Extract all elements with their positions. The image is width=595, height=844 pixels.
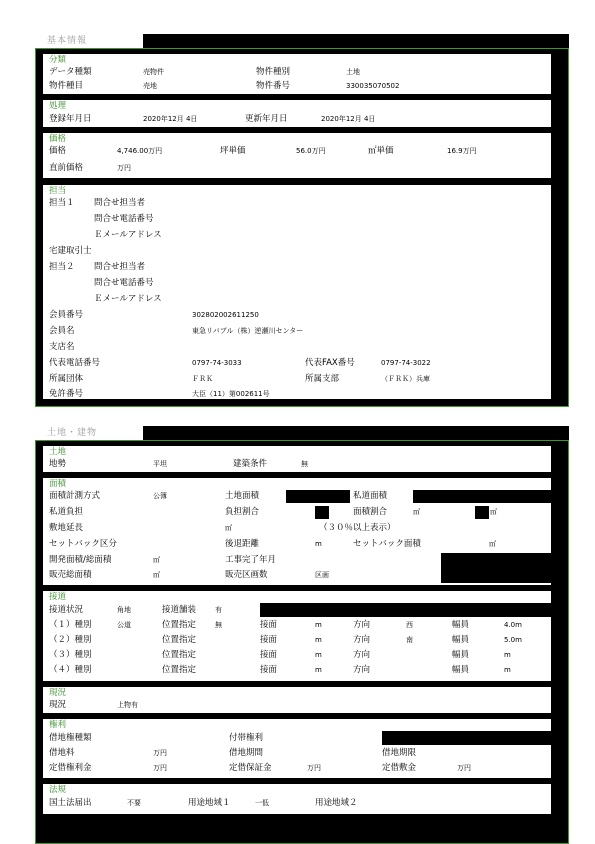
land-box	[43, 446, 551, 472]
label: 担当１	[49, 198, 75, 208]
road-access-box	[43, 591, 551, 681]
road-row-value: m	[504, 651, 511, 659]
value: 56.0万円	[296, 147, 326, 155]
tab-land-building[interactable]: 土地・建物	[35, 426, 143, 440]
value: 角地	[117, 606, 131, 614]
road-row-unit: m	[315, 621, 322, 629]
label: 用途地域１	[188, 798, 231, 808]
unit: ㎡	[153, 556, 160, 564]
regulations-box	[43, 784, 551, 814]
unit: ㎡	[225, 524, 232, 532]
value: 0797-74-3022	[381, 359, 431, 367]
section-heading: 担当	[49, 186, 67, 196]
label: 問合せ電話番号	[94, 214, 154, 224]
redacted-block	[441, 553, 551, 583]
road-row-label: 幅員	[452, 620, 470, 630]
label: 接道状況	[49, 605, 84, 615]
label: 販売区画数	[225, 570, 268, 580]
land-building-section	[35, 440, 569, 844]
area-box	[43, 478, 551, 585]
redacted-block	[315, 506, 329, 519]
label: 物件番号	[256, 81, 291, 91]
value: 330035070502	[346, 82, 400, 90]
label: 用途地域２	[315, 798, 358, 808]
label: 土地面積	[225, 491, 260, 501]
label: 支店名	[49, 342, 75, 352]
label: 後退距離	[225, 539, 260, 549]
road-row-value: 4.0m	[504, 621, 522, 629]
label: Ｅメールアドレス	[94, 294, 162, 304]
label: 敷地延長	[49, 523, 84, 533]
redacted-block	[260, 603, 551, 617]
label: セットバック面積	[353, 539, 421, 549]
road-row-label: （２）種別	[49, 635, 92, 645]
label: 問合せ担当者	[94, 198, 146, 208]
price-box	[43, 133, 551, 178]
road-row-label: 方向	[353, 635, 371, 645]
redacted-block	[413, 490, 551, 503]
label: 私道面積	[353, 491, 388, 501]
section-heading: 接道	[49, 592, 67, 602]
section-heading: 権利	[49, 720, 67, 730]
redacted-block	[475, 506, 489, 519]
road-row-label: （１）種別	[49, 620, 92, 630]
label: 借地期間	[229, 748, 264, 758]
label: 所属団体	[49, 374, 84, 384]
road-row-label: 方向	[353, 620, 371, 630]
label: 定借保証金	[229, 763, 272, 773]
redacted-block	[286, 490, 350, 503]
unit: ㎡	[413, 508, 420, 516]
unit: ㎡	[490, 508, 497, 516]
unit: 区画	[315, 571, 329, 579]
label: 代表FAX番号	[305, 358, 355, 368]
label: 付帯権利	[229, 733, 264, 743]
label: 会員名	[49, 326, 75, 336]
processing-box	[43, 100, 551, 127]
road-row-label: （３）種別	[49, 650, 92, 660]
road-row-label: 接面	[260, 665, 278, 675]
value: 4,746.00万円	[117, 147, 163, 155]
label: 販売総面積	[49, 570, 92, 580]
road-row-value: 公道	[117, 621, 131, 629]
label: 物件種別	[256, 67, 291, 77]
unit: ㎡	[153, 571, 160, 579]
label: 担当２	[49, 262, 75, 272]
label: 問合せ電話番号	[94, 278, 154, 288]
road-row-unit: m	[315, 666, 322, 674]
section-heading: 分類	[49, 55, 67, 65]
label: 借地権種類	[49, 733, 92, 743]
value: 売地	[143, 82, 157, 90]
value: 大臣（11）第002611号	[192, 390, 270, 398]
road-row-label: 方向	[353, 650, 371, 660]
value: 302802002611250	[192, 311, 259, 319]
section-heading: 処理	[49, 101, 67, 111]
road-row-value: 西	[406, 621, 413, 629]
road-row-label: （４）種別	[49, 665, 92, 675]
value: 無	[301, 460, 308, 468]
road-row-label: 方向	[353, 665, 371, 675]
value: 売物件	[143, 68, 164, 76]
label: 物件種目	[49, 81, 84, 91]
value: 16.9万円	[447, 147, 477, 155]
label: 面積割合	[353, 507, 388, 517]
classification-box	[43, 54, 551, 94]
value: 万円	[307, 764, 321, 772]
value: 万円	[457, 764, 471, 772]
label: 工事完了年月	[225, 555, 277, 565]
value: 一低	[255, 799, 269, 807]
label: 免許番号	[49, 389, 84, 399]
label: セットバック区分	[49, 539, 117, 549]
contact-box	[43, 185, 551, 399]
unit: ㎡	[489, 540, 496, 548]
value: 2020年12月 4日	[321, 115, 376, 123]
value: 有	[215, 606, 222, 614]
value: 土地	[346, 68, 360, 76]
road-row-value: m	[504, 666, 511, 674]
label: 代表電話番号	[49, 358, 101, 368]
label: 価格	[49, 146, 67, 156]
road-row-value: 南	[406, 636, 413, 644]
value: ＦＲＫ	[192, 375, 213, 383]
header-bar	[143, 426, 569, 440]
label: 面積計測方式	[49, 491, 101, 501]
road-row-label: 接面	[260, 620, 278, 630]
label: 建築条件	[233, 459, 268, 469]
road-row-label: 位置指定	[162, 635, 197, 645]
label: 直前価格	[49, 163, 84, 173]
header-bar	[143, 34, 569, 48]
road-row-unit: m	[315, 651, 322, 659]
value: 0797-74-3033	[192, 359, 242, 367]
label: 定借敷金	[382, 763, 417, 773]
label: 登録年月日	[49, 114, 92, 124]
label: 国土法届出	[49, 798, 92, 808]
label: 私道負担	[49, 507, 84, 517]
road-row-label: 位置指定	[162, 665, 197, 675]
road-row-label: 位置指定	[162, 650, 197, 660]
note: （３０％以上表示）	[319, 523, 396, 533]
current-status-box	[43, 687, 551, 713]
section-heading: 現況	[49, 688, 67, 698]
road-row-label: 接面	[260, 635, 278, 645]
value: （ＦＲＫ）兵庫	[381, 375, 430, 383]
label: 借地料	[49, 748, 75, 758]
road-row-label: 幅員	[452, 650, 470, 660]
label: 所属支部	[305, 374, 340, 384]
value: 万円	[117, 164, 131, 172]
label: ㎡単価	[368, 146, 394, 156]
road-row-label: 位置指定	[162, 620, 197, 630]
label: 現況	[49, 700, 67, 710]
road-row-label: 接面	[260, 650, 278, 660]
label: 開発面積/総面積	[49, 555, 112, 565]
rights-box	[43, 719, 551, 778]
label: 宅建取引士	[49, 246, 92, 256]
tab-basic-info[interactable]: 基本情報	[35, 34, 143, 48]
unit: m	[315, 540, 322, 548]
basic-info-section	[35, 48, 569, 407]
value: 不要	[127, 799, 141, 807]
label: データ種類	[49, 67, 92, 77]
section-heading: 面積	[49, 479, 67, 489]
value: 東急リバブル（株）逆瀬川センター	[192, 327, 304, 335]
value: 2020年12月 4日	[143, 115, 198, 123]
label: 坪単価	[220, 146, 246, 156]
label: 地勢	[49, 459, 67, 469]
value: 万円	[153, 749, 167, 757]
value: 上物有	[117, 701, 138, 709]
road-row-value: 5.0m	[504, 636, 522, 644]
label: 負担割合	[225, 507, 260, 517]
section-heading: 法規	[49, 785, 67, 795]
road-row-unit: m	[315, 636, 322, 644]
value: 万円	[153, 764, 167, 772]
road-row-value: 無	[215, 621, 222, 629]
value: 公簿	[153, 492, 167, 500]
label: Ｅメールアドレス	[94, 230, 162, 240]
label: 借地期限	[382, 748, 417, 758]
label: 定借権利金	[49, 763, 92, 773]
road-row-label: 幅員	[452, 665, 470, 675]
road-row-label: 幅員	[452, 635, 470, 645]
label: 接道舗装	[162, 605, 197, 615]
label: 問合せ担当者	[94, 262, 146, 272]
redacted-block	[382, 731, 551, 745]
label: 会員番号	[49, 310, 84, 320]
value: 平坦	[153, 460, 167, 468]
section-heading: 価格	[49, 134, 67, 144]
label: 更新年月日	[245, 114, 288, 124]
section-heading: 土地	[49, 447, 67, 457]
